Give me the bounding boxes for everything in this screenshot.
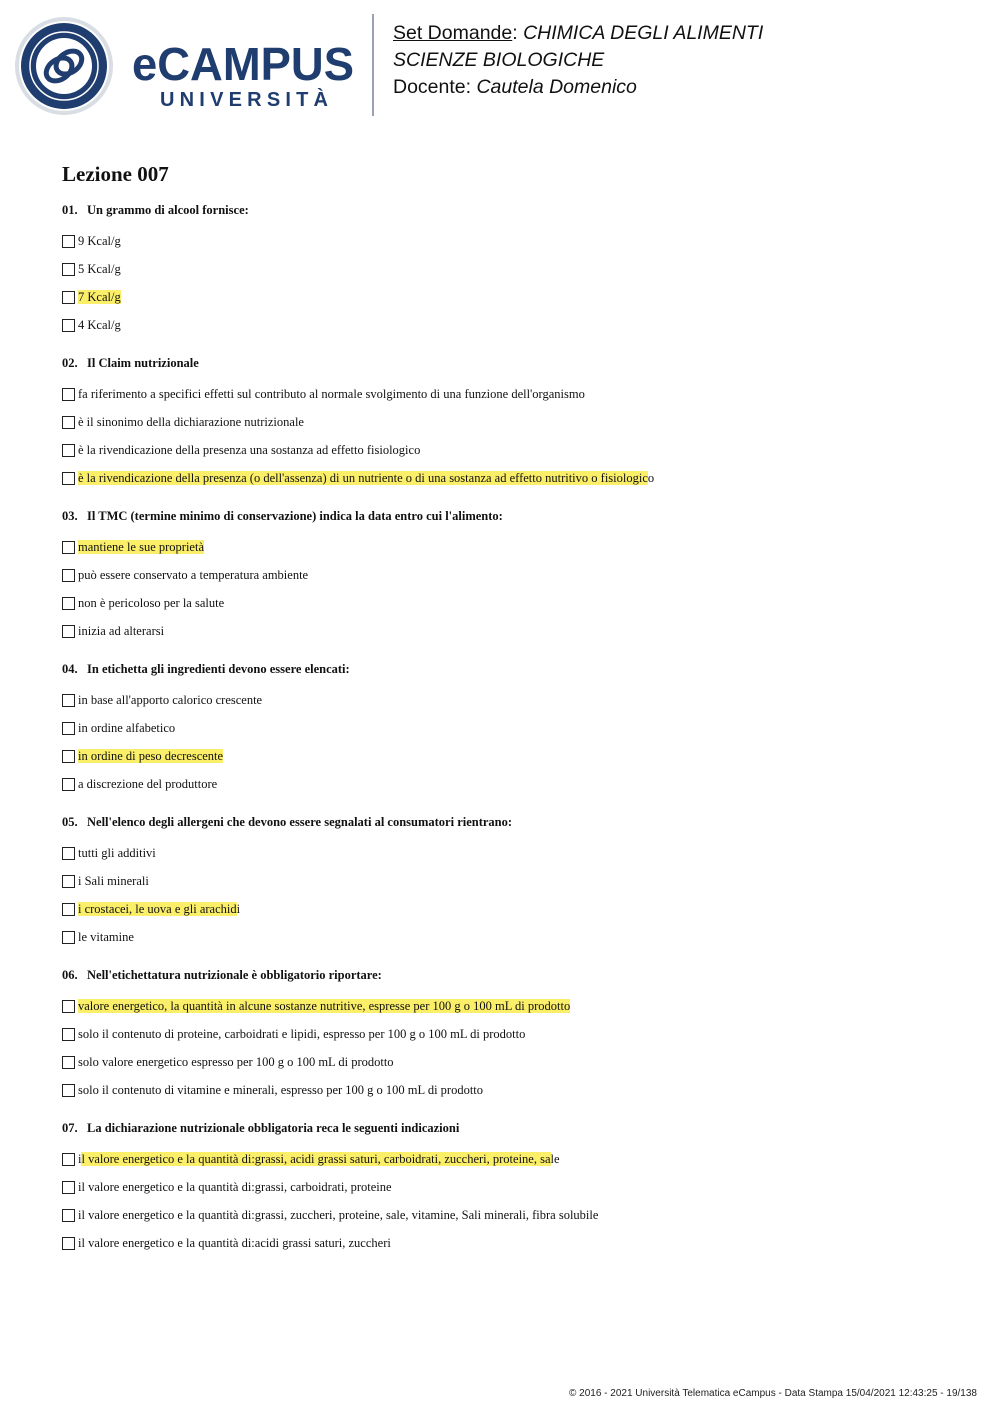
- question-title: [62, 965, 982, 992]
- option-label: [78, 234, 121, 249]
- lesson-title: Lezione 007: [62, 162, 169, 186]
- option-text-highlighted: 7 Kcal/g: [78, 289, 121, 304]
- checkbox-icon[interactable]: [62, 263, 75, 276]
- answer-option[interactable]: [62, 464, 982, 492]
- option-text-pre: fa riferimento a specifici effetti sul contributo al normale svolgimento di una funzione dell'organismo: [78, 386, 585, 401]
- option-label: [78, 1152, 560, 1167]
- question-block: [62, 506, 982, 645]
- answer-option[interactable]: [62, 1048, 982, 1076]
- option-label: [78, 874, 149, 889]
- question-title: [62, 812, 982, 839]
- answer-option[interactable]: [62, 867, 982, 895]
- brand-top-text: eCAMPUS: [132, 38, 354, 90]
- answer-option[interactable]: [62, 770, 982, 798]
- option-text-pre: può essere conservato a temperatura ambiente: [78, 567, 309, 582]
- option-text-highlighted: mantiene le sue proprietà: [78, 539, 204, 554]
- checkbox-icon[interactable]: [62, 444, 75, 457]
- answer-option[interactable]: [62, 1173, 982, 1201]
- option-label: [78, 1208, 598, 1223]
- option-label: [78, 443, 420, 458]
- option-label: [78, 415, 304, 430]
- header-divider: [372, 14, 374, 116]
- question-text: Un grammo di alcool fornisce:: [87, 203, 249, 217]
- question-text: In etichetta gli ingredienti devono essere elencati:: [87, 662, 350, 676]
- option-label: [78, 999, 570, 1014]
- option-text-highlighted: l valore energetico e la quantità di:grassi, acidi grassi saturi, carboidrati, zuccheri, proteine, sa: [81, 1151, 551, 1166]
- option-text-pre: è il sinonimo della dichiarazione nutrizionale: [78, 414, 304, 429]
- option-text-pre: solo il contenuto di proteine, carboidrati e lipidi, espresso per 100 g o 100 mL di prodotto: [78, 1026, 526, 1041]
- option-label: [78, 568, 308, 583]
- option-text-pre: il valore energetico e la quantità di:grassi, zuccheri, proteine, sale, vitamine, Sali minerali, fibra solubile: [78, 1207, 599, 1222]
- answer-option[interactable]: [62, 589, 982, 617]
- question-title: [62, 200, 982, 227]
- checkbox-icon[interactable]: [62, 722, 75, 735]
- option-label: [78, 540, 204, 555]
- question-number: 06.: [62, 968, 78, 982]
- checkbox-icon[interactable]: [62, 1000, 75, 1013]
- answer-option[interactable]: [62, 561, 982, 589]
- answer-option[interactable]: [62, 1201, 982, 1229]
- option-text-highlighted: in ordine di peso decrescente: [78, 748, 224, 763]
- option-label: [78, 749, 223, 764]
- teacher-name: Cautela Domenico: [476, 76, 637, 98]
- set-sep: :: [512, 22, 524, 44]
- ecampus-wordmark: [132, 38, 357, 112]
- answer-option[interactable]: [62, 380, 982, 408]
- course-line: [393, 47, 763, 74]
- question-text: Nell'etichettatura nutrizionale è obbligatorio riportare:: [87, 968, 382, 982]
- option-label: [78, 387, 585, 402]
- option-text-pre: il valore energetico e la quantità di:grassi, carboidrati, proteine: [78, 1179, 392, 1194]
- option-text-post: i: [236, 901, 241, 916]
- answer-option[interactable]: [62, 617, 982, 645]
- checkbox-icon[interactable]: [62, 388, 75, 401]
- question-text: Il Claim nutrizionale: [87, 356, 199, 370]
- option-label: [78, 693, 262, 708]
- question-block: [62, 200, 982, 339]
- option-text-pre: non è pericoloso per la salute: [78, 595, 225, 610]
- option-label: [78, 318, 121, 333]
- answer-option[interactable]: [62, 408, 982, 436]
- answer-option[interactable]: [62, 533, 982, 561]
- question-block: [62, 965, 982, 1104]
- question-number: 07.: [62, 1121, 78, 1135]
- option-text-highlighted: i crostacei, le uova e gli arachid: [78, 901, 237, 916]
- option-text-highlighted: valore energetico, la quantità in alcune sostanze nutritive, espresse per 100 g o 100 mL di prodotto: [78, 998, 571, 1013]
- answer-option[interactable]: [62, 714, 982, 742]
- option-text-post: o: [647, 470, 655, 485]
- question-block: [62, 353, 982, 492]
- checkbox-icon[interactable]: [62, 1084, 75, 1097]
- page-header: [0, 0, 1000, 130]
- option-text-pre: è la rivendicazione della presenza una sostanza ad effetto fisiologico: [78, 442, 421, 457]
- page-footer: © 2016 - 2021 Università Telematica eCampus - Data Stampa 15/04/2021 12:43:25 - 19/138: [569, 1388, 977, 1399]
- option-label: [78, 471, 654, 486]
- option-text-pre: tutti gli additivi: [78, 845, 156, 860]
- teacher-label: Docente:: [393, 76, 477, 98]
- checkbox-icon[interactable]: [62, 847, 75, 860]
- option-text-pre: i Sali minerali: [78, 873, 149, 888]
- question-text: Nell'elenco degli allergeni che devono essere segnalati al consumatori rientrano:: [87, 815, 513, 829]
- checkbox-icon[interactable]: [62, 541, 75, 554]
- answer-option[interactable]: [62, 283, 982, 311]
- answer-option[interactable]: [62, 1076, 982, 1104]
- question-number: 03.: [62, 509, 78, 523]
- checkbox-icon[interactable]: [62, 903, 75, 916]
- questions-container: [62, 200, 982, 1257]
- option-text-pre: 4 Kcal/g: [78, 317, 121, 332]
- answer-option[interactable]: [62, 1229, 982, 1257]
- question-title: [62, 1118, 982, 1145]
- course-name: SCIENZE BIOLOGICHE: [393, 49, 605, 71]
- set-label: Set Domande: [393, 22, 513, 44]
- answer-option[interactable]: [62, 742, 982, 770]
- set-value: CHIMICA DEGLI ALIMENTI: [523, 22, 764, 44]
- question-number: 05.: [62, 815, 78, 829]
- option-text-pre: in base all'apporto calorico crescente: [78, 692, 263, 707]
- header-info: [393, 20, 763, 101]
- answer-option[interactable]: [62, 1145, 982, 1173]
- option-text-highlighted: è la rivendicazione della presenza (o dell'assenza) di un nutriente o di una sostanza ad effetto nutritivo o fisiologic: [78, 470, 648, 485]
- answer-option[interactable]: [62, 311, 982, 339]
- option-text-pre: i: [78, 1151, 82, 1166]
- question-number: 02.: [62, 356, 78, 370]
- option-label: [78, 930, 134, 945]
- checkbox-icon[interactable]: [62, 1181, 75, 1194]
- checkbox-icon[interactable]: [62, 235, 75, 248]
- question-title: [62, 506, 982, 533]
- option-label: [78, 290, 121, 305]
- question-block: [62, 659, 982, 798]
- checkbox-icon[interactable]: [62, 750, 75, 763]
- question-number: 01.: [62, 203, 78, 217]
- option-text-pre: 5 Kcal/g: [78, 261, 121, 276]
- question-title: [62, 659, 982, 686]
- answer-option[interactable]: [62, 227, 982, 255]
- answer-option[interactable]: [62, 923, 982, 951]
- option-label: [78, 721, 175, 736]
- option-label: [78, 777, 217, 792]
- answer-option[interactable]: [62, 255, 982, 283]
- option-label: [78, 1236, 391, 1251]
- option-text-pre: 9 Kcal/g: [78, 233, 121, 248]
- option-label: [78, 846, 156, 861]
- answer-option[interactable]: [62, 895, 982, 923]
- option-text-post: le: [550, 1151, 560, 1166]
- option-label: [78, 262, 121, 277]
- option-text-pre: il valore energetico e la quantità di:acidi grassi saturi, zuccheri: [78, 1235, 391, 1250]
- checkbox-icon[interactable]: [62, 778, 75, 791]
- checkbox-icon[interactable]: [62, 875, 75, 888]
- option-label: [78, 1083, 483, 1098]
- ecampus-seal-logo: [14, 16, 114, 116]
- question-title: [62, 353, 982, 380]
- answer-option[interactable]: [62, 686, 982, 714]
- checkbox-icon[interactable]: [62, 625, 75, 638]
- checkbox-icon[interactable]: [62, 472, 75, 485]
- answer-option[interactable]: [62, 839, 982, 867]
- question-block: [62, 812, 982, 951]
- checkbox-icon[interactable]: [62, 291, 75, 304]
- option-label: [78, 1027, 525, 1042]
- checkbox-icon[interactable]: [62, 597, 75, 610]
- checkbox-icon[interactable]: [62, 1056, 75, 1069]
- option-label: [78, 624, 164, 639]
- question-list: [62, 160, 982, 1271]
- checkbox-icon[interactable]: [62, 569, 75, 582]
- option-label: [78, 596, 224, 611]
- option-label: [78, 1055, 394, 1070]
- question-number: 04.: [62, 662, 78, 676]
- checkbox-icon[interactable]: [62, 931, 75, 944]
- option-text-pre: le vitamine: [78, 929, 134, 944]
- question-block: [62, 1118, 982, 1257]
- answer-option[interactable]: [62, 992, 982, 1020]
- checkbox-icon[interactable]: [62, 1153, 75, 1166]
- option-text-pre: solo il contenuto di vitamine e minerali, espresso per 100 g o 100 mL di prodotto: [78, 1082, 484, 1097]
- option-text-pre: solo valore energetico espresso per 100 g o 100 mL di prodotto: [78, 1054, 394, 1069]
- checkbox-icon[interactable]: [62, 416, 75, 429]
- checkbox-icon[interactable]: [62, 1237, 75, 1250]
- option-label: [78, 1180, 392, 1195]
- option-text-pre: in ordine alfabetico: [78, 720, 176, 735]
- checkbox-icon[interactable]: [62, 1028, 75, 1041]
- question-text: La dichiarazione nutrizionale obbligatoria reca le seguenti indicazioni: [87, 1121, 460, 1135]
- checkbox-icon[interactable]: [62, 1209, 75, 1222]
- option-text-pre: inizia ad alterarsi: [78, 623, 165, 638]
- question-text: Il TMC (termine minimo di conservazione) indica la data entro cui l'alimento:: [87, 509, 503, 523]
- answer-option[interactable]: [62, 1020, 982, 1048]
- checkbox-icon[interactable]: [62, 319, 75, 332]
- brand-bottom-text: UNIVERSITÀ: [160, 89, 328, 111]
- answer-option[interactable]: [62, 436, 982, 464]
- option-text-pre: a discrezione del produttore: [78, 776, 218, 791]
- option-label: [78, 902, 240, 917]
- set-line: [393, 20, 763, 47]
- teacher-line: [393, 74, 763, 101]
- checkbox-icon[interactable]: [62, 694, 75, 707]
